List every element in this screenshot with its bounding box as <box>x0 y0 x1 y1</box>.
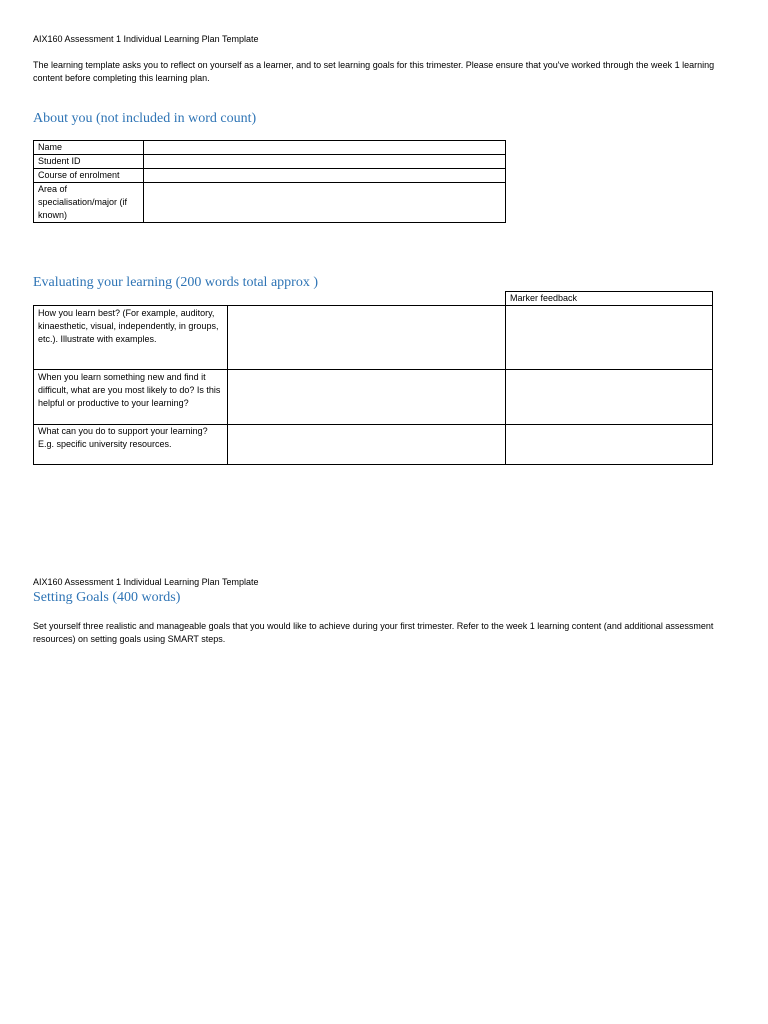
question-cell: When you learn something new and find it difficult, what are you most likely to do? Is this helpful or productive to your learning? <box>34 370 228 425</box>
document-header: AIX160 Assessment 1 Individual Learning Plan Template <box>33 34 259 44</box>
table-row <box>34 306 713 370</box>
row-label: Name <box>34 141 144 155</box>
course-field[interactable] <box>144 169 506 183</box>
table-row <box>34 425 713 465</box>
name-field[interactable] <box>144 141 506 155</box>
row-label: Course of enrolment <box>34 169 144 183</box>
table-row <box>34 370 713 425</box>
feedback-field[interactable] <box>506 306 713 370</box>
question-cell: What can you do to support your learning? E.g. specific university resources. <box>34 425 228 465</box>
evaluating-heading: Evaluating your learning (200 words total approx ) <box>33 275 318 290</box>
about-you-table <box>33 140 506 223</box>
answer-field[interactable] <box>228 370 506 425</box>
table-row <box>34 155 506 169</box>
feedback-field[interactable] <box>506 425 713 465</box>
student-id-field[interactable] <box>144 155 506 169</box>
row-label: Area of specialisation/major (if known) <box>34 183 144 223</box>
feedback-field[interactable] <box>506 370 713 425</box>
marker-feedback-header: Marker feedback <box>506 292 713 306</box>
intro-paragraph: The learning template asks you to reflect on yourself as a learner, and to set learning goals for this trimester. Please ensure that you've worked through the week 1 learning content before completing this learning plan. <box>33 60 715 83</box>
table-row <box>34 141 506 155</box>
table-row <box>34 183 506 223</box>
answer-field[interactable] <box>228 306 506 370</box>
question-cell: How you learn best? (For example, auditory, kinaesthetic, visual, independently, in groups, etc.). Illustrate with examples. <box>34 306 228 370</box>
goals-paragraph: Set yourself three realistic and manageable goals that you would like to achieve during your first trimester. Refer to the week 1 learning content (and additional assessment resources) on setting goals using SMART steps. <box>33 621 714 644</box>
table-row <box>34 169 506 183</box>
answer-field[interactable] <box>228 425 506 465</box>
setting-goals-heading: Setting Goals (400 words) <box>33 590 181 605</box>
about-you-heading: About you (not included in word count) <box>33 111 257 126</box>
table-row <box>34 292 713 306</box>
document-header: AIX160 Assessment 1 Individual Learning Plan Template <box>33 577 259 587</box>
row-label: Student ID <box>34 155 144 169</box>
evaluating-table <box>33 291 713 465</box>
specialisation-field[interactable] <box>144 183 506 223</box>
